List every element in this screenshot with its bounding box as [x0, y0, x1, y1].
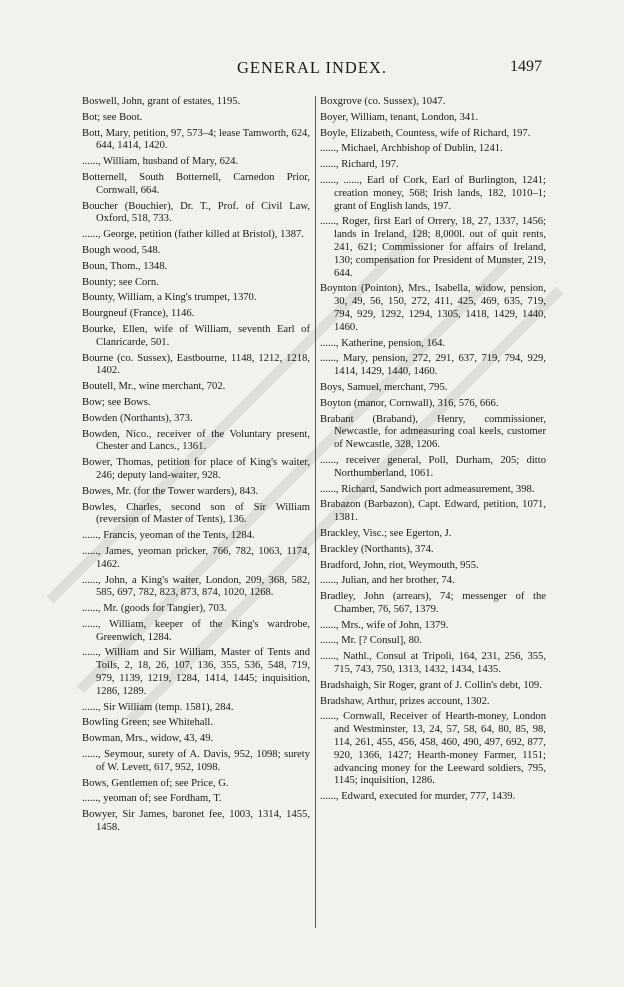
index-entry: Boxgrove (co. Sussex), 1047.	[320, 96, 446, 107]
index-entry: ......, Mr. [? Consul], 80.	[320, 635, 422, 647]
index-entry: Boun, Thom., 1348.	[82, 260, 168, 272]
right-column	[320, 96, 546, 807]
index-entry: ......, Francis, yeoman of the Tents, 1284.	[82, 530, 255, 542]
index-entry: Bowden, Nico., receiver of the Voluntary present, Chester and Lancs., 1361.	[82, 428, 310, 453]
index-entry: Bourke, Ellen, wife of William, seventh Earl of Clanricarde, 501.	[82, 323, 310, 348]
index-entry: ......, George, petition (father killed at Bristol), 1387.	[82, 229, 304, 241]
index-entry: ......, yeoman of; see Fordham, T.	[82, 793, 222, 805]
page-number: 1497	[510, 58, 542, 75]
index-entry: Bradshaigh, Sir Roger, grant of J. Collin's debt, 109.	[320, 679, 542, 691]
index-entry: Botternell, South Botternell, Carnedon Prior, Cornwall, 664.	[82, 171, 310, 196]
index-entry: Boyle, Elizabeth, Countess, wife of Richard, 197.	[320, 127, 531, 139]
index-entry: ......, William, keeper of the King's wardrobe, Greenwich, 1284.	[82, 618, 310, 643]
index-entry: Boys, Samuel, merchant, 795.	[320, 381, 448, 393]
index-entry: ......, Michael, Archbishop of Dublin, 1241.	[320, 143, 503, 155]
index-entry: ......, William and Sir William, Master of Tents and Toils, 2, 18, 26, 107, 136, 355, 536, 548, 719, 979, 1139, 1219, 1284, 1414, 1445; inquisition, 1286, 1289.	[82, 647, 310, 697]
index-entry: Bourgneuf (France), 1146.	[82, 308, 195, 320]
index-entry: Bradshaw, Arthur, prizes account, 1302.	[320, 695, 490, 707]
index-entry: ......, Mr. (goods for Tangier), 703.	[82, 603, 227, 615]
index-entry: ......, Mary, pension, 272, 291, 637, 719, 794, 929, 1414, 1429, 1440, 1460.	[320, 353, 546, 378]
page-header	[82, 58, 542, 80]
index-entry: ......, Cornwall, Receiver of Hearth-money, London and Westminster, 13, 24, 57, 58, 64, 80, 85, 98, 114, 261, 455, 456, 458, 460, 490, 497, 692, 877, 920, 1366, 1427; Hearth-money Farmer, 1151; advancing money for the Leeward soldiers, 795, 1145; inquisition, 1286.	[320, 711, 546, 787]
index-entry: ......, receiver general, Poll, Durham, 205; ditto Northumberland, 1061.	[320, 454, 546, 479]
index-entry: Boynton (Pointon), Mrs., Isabella, widow, pension, 30, 49, 56, 150, 272, 411, 425, 469, 635, 719, 794, 929, 1292, 1294, 1305, 1418, 1429, 1440, 1460.	[320, 283, 546, 333]
index-entry: ......, Richard, Sandwich port admeasurement, 398.	[320, 483, 535, 495]
index-entry: ......, Mrs., wife of John, 1379.	[320, 619, 449, 631]
index-entry: Boucher (Bouchier), Dr. T., Prof. of Civil Law, Oxford, 518, 733.	[82, 200, 310, 225]
index-entry: Brackley, Visc.; see Egerton, J.	[320, 527, 452, 539]
index-entry: Bradley, John (arrears), 74; messenger of the Chamber, 76, 567, 1379.	[320, 591, 546, 615]
index-entry: Bow; see Bows.	[82, 396, 151, 408]
index-entry: ......, Edward, executed for murder, 777, 1439.	[320, 791, 516, 803]
index-entry: Bot; see Boot.	[82, 111, 143, 123]
index-entry: ......, Roger, first Earl of Orrery, 18, 27, 1337, 1456; lands in Ireland, 128; 8,000l. out of quit rents, 241, 621; Commissioner for affairs of Ireland, 130; compensation for President of Munster, 219, 644.	[320, 216, 546, 279]
index-entry: ......, Richard, 197.	[320, 159, 399, 171]
index-entry: Bowling Green; see Whitehall.	[82, 717, 214, 729]
index-entry: Bowden (Northants), 373.	[82, 412, 193, 424]
index-entry: Brabant (Braband), Henry, commissioner, Newcastle, for admeasuring coal keels, customer of Newcastle, 328, 1206.	[320, 413, 546, 451]
index-entry: ......, James, yeoman pricker, 766, 782, 1063, 1174, 1462.	[82, 545, 310, 570]
index-entry: ......, Julian, and her brother, 74.	[320, 575, 455, 587]
column-divider	[315, 96, 316, 928]
index-entry: Bower, Thomas, petition for place of King's waiter, 246; deputy land-waiter, 928.	[82, 457, 310, 481]
index-entry: Bounty, William, a King's trumpet, 1370.	[82, 292, 257, 304]
index-entry: Bowyer, Sir James, baronet fee, 1003, 1314, 1455, 1458.	[82, 809, 310, 834]
index-entry: Brabazon (Barbazon), Capt. Edward, petition, 1071, 1381.	[320, 499, 546, 524]
index-entry: ......, Seymour, surety of A. Davis, 952, 1098; surety of W. Levett, 617, 952, 1098.	[82, 749, 310, 773]
index-entry: ......, Sir William (temp. 1581), 284.	[82, 701, 234, 713]
left-column	[82, 96, 310, 838]
index-entry: Brackley (Northants), 374.	[320, 543, 434, 555]
index-entry: Boutell, Mr., wine merchant, 702.	[82, 381, 226, 393]
index-entry: Boyer, William, tenant, London, 341.	[320, 111, 479, 123]
index-entry: Bowles, Charles, second son of Sir William (reversion of Master of Tents), 136.	[82, 501, 310, 526]
index-entry: Bounty; see Corn.	[82, 276, 159, 288]
index-entry: Bough wood, 548.	[82, 244, 161, 256]
index-entry: Bradford, John, riot, Weymouth, 955.	[320, 559, 479, 571]
index-entry: ......, ......, Earl of Cork, Earl of Burlington, 1241; creation money, 568; Irish lands, 182, 1010–1; grant of English lands, 197.	[320, 174, 546, 212]
index-entry: ......, Katherine, pension, 164.	[320, 337, 446, 349]
index-entry: Bourne (co. Sussex), Eastbourne, 1148, 1212, 1218, 1402.	[82, 352, 310, 377]
index-entry: Boyton (manor, Cornwall), 316, 576, 666.	[320, 397, 499, 409]
index-entry: Bows, Gentlemen of; see Price, G.	[82, 777, 229, 789]
index-entry: Bowes, Mr. (for the Tower warders), 843.	[82, 485, 259, 497]
index-entry: Bowman, Mrs., widow, 43, 49.	[82, 733, 214, 745]
index-entry: ......, Nathl., Consul at Tripoli, 164, 231, 256, 355, 715, 743, 750, 1313, 1432, 1434, 1435.	[320, 651, 546, 676]
index-entry: Bott, Mary, petition, 97, 573–4; lease Tamworth, 624, 644, 1414, 1420.	[82, 127, 310, 152]
index-entry: ......, John, a King's waiter, London, 209, 368, 582, 585, 697, 782, 823, 873, 874, 1020, 1268.	[82, 574, 310, 599]
index-entry: Boswell, John, grant of estates, 1195.	[82, 96, 241, 107]
page-title: GENERAL INDEX.	[237, 58, 387, 77]
index-entry: ......, William, husband of Mary, 624.	[82, 156, 239, 168]
